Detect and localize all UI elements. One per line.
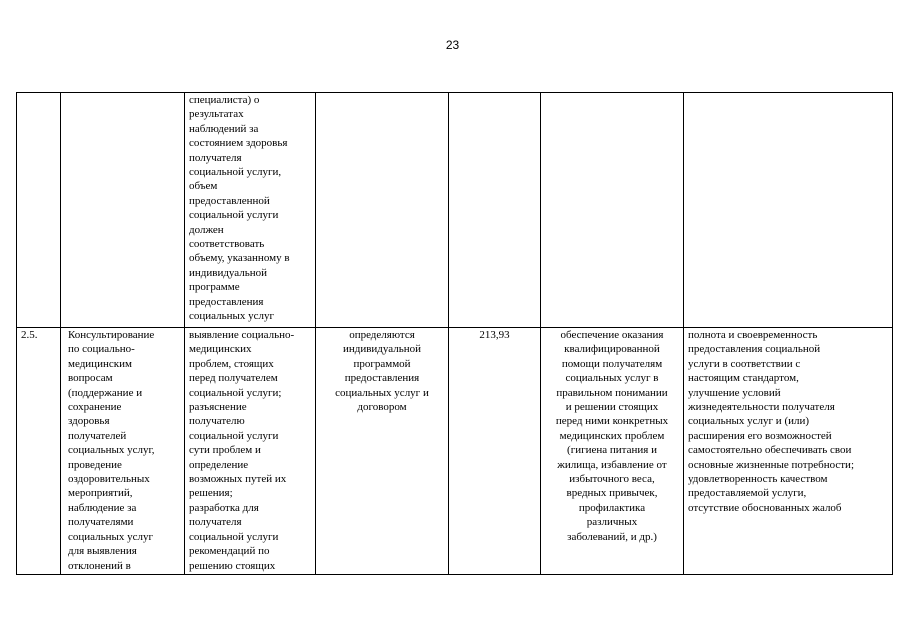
cell-conditions [541,93,684,328]
page-number: 23 [445,38,460,52]
cell-service-description: выявление социально- медицинских проблем, стоящих перед получателем социальной услуги; разъяснение получателю социальной услуги сути проблем и определение возможных путей их решения; разработка для получателя социальной услуги рекомендаций по решению стоящих [185,328,316,575]
service-standard-table [16,92,893,575]
cell-number: 2.5. [17,328,61,575]
cell-service-name: Консультирование по социально- медицинским вопросам (поддержание и сохранение здоровья получателей социальных услуг, проведение оздоровительных мероприятий, наблюдение за получателями социальных услуг для выявления отклонений в [61,328,185,575]
table-row-continued [17,93,893,328]
cell-service-description: специалиста) о результатах наблюдений за состоянием здоровья получателя социальной услуги, объем предоставленной социальной услуги должен соответствовать объему, указанному в индивидуальной программе предоставления социальных услуг [185,93,316,328]
cell-tariff [449,93,541,328]
cell-conditions: обеспечение оказания квалифицированной помощи получателям социальных услуг в правильном понимании и решении стоящих перед ними конкретных медицинских проблем (гигиена питания и жилища, избавление от избыточного веса, вредных привычек, профилактика различных заболеваний, и др.) [541,328,684,575]
table-row-2-5 [17,328,893,575]
cell-quality-indicators: полнота и своевременность предоставления социальной услуги в соответствии с настоящим стандартом, улучшение условий жизнедеятельности получателя социальных услуг и (или) расширения его возможностей самостоятельно обеспечивать свои основные жизненные потребности; удовлетворенность качеством предоставляемой услуги, отсутствие обоснованных жалоб [684,328,893,575]
cell-timing [316,93,449,328]
cell-service-name [61,93,185,328]
cell-timing: определяются индивидуальной программой предоставления социальных услуг и договором [316,328,449,575]
cell-number [17,93,61,328]
cell-quality-indicators [684,93,893,328]
cell-tariff: 213,93 [449,328,541,575]
